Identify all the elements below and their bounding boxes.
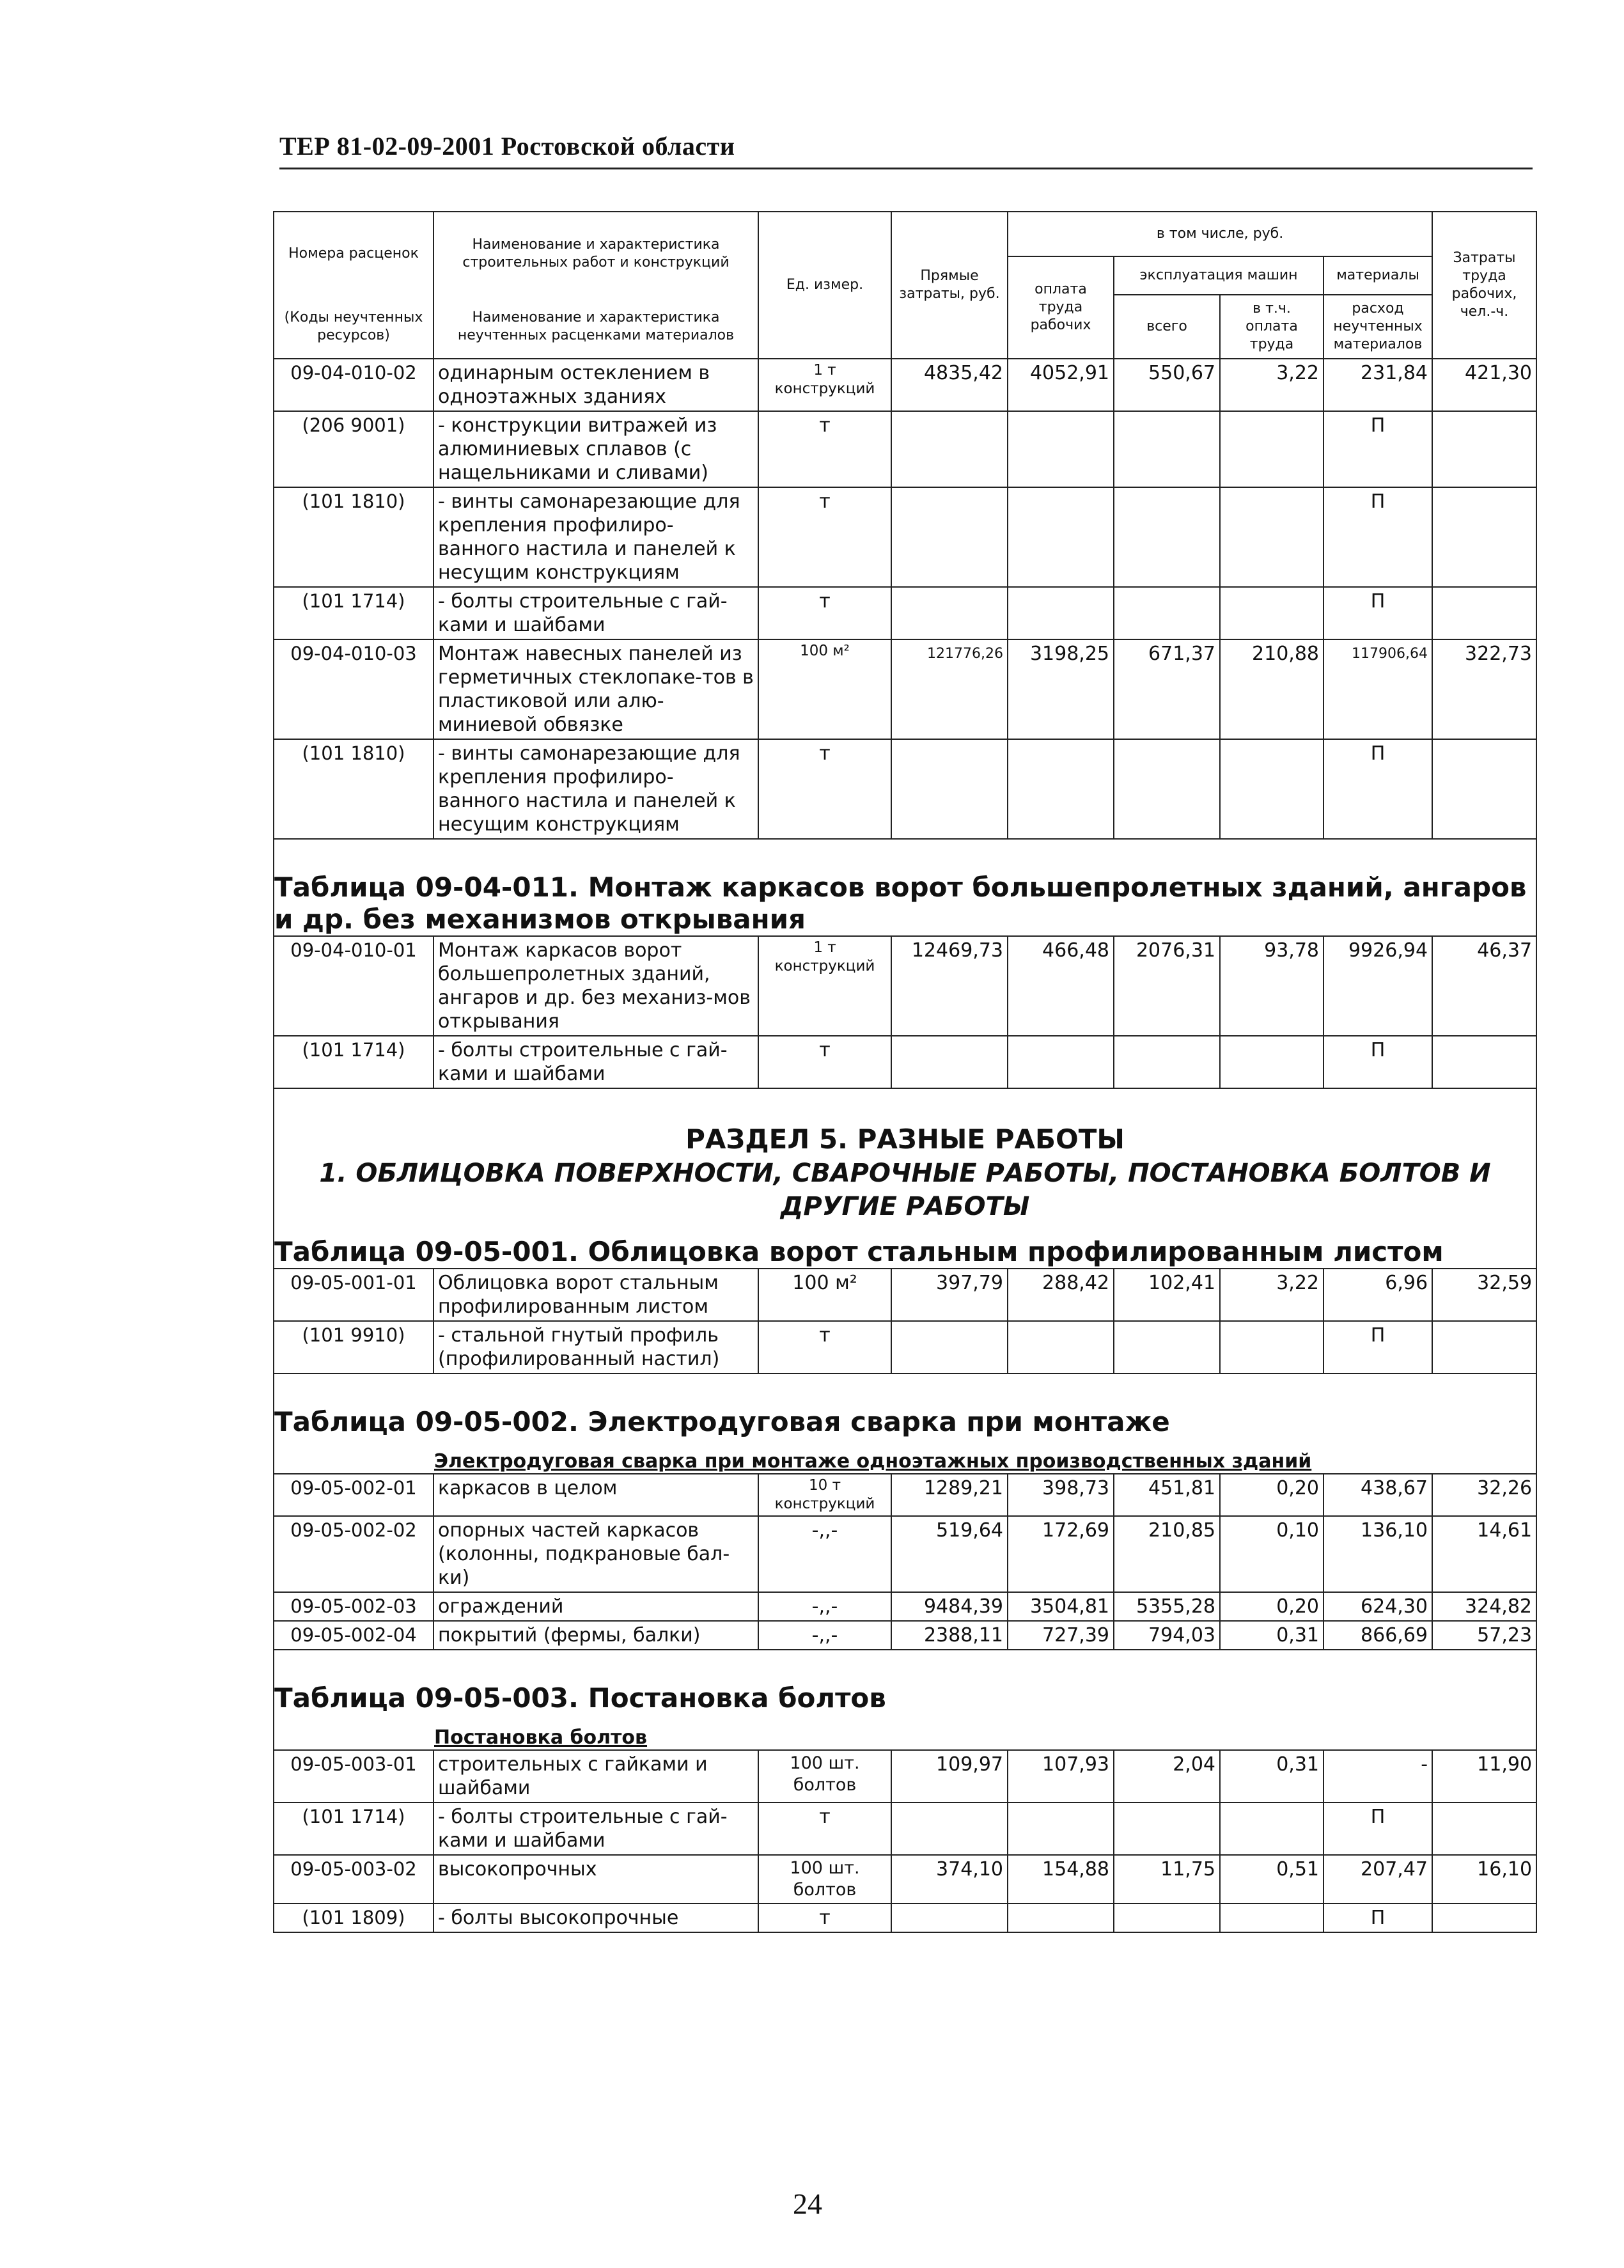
resource-name: - винты самонарезающие для крепления профилиро-ванного настила и панелей к несущим конструкциям [433,739,758,839]
rate-name: строительных с гайками и шайбами [433,1750,758,1803]
table-subtitle: Постановка болтов [434,1726,648,1749]
resource-code: (101 1810) [274,739,433,839]
resource-materials: П [1323,1321,1432,1373]
rate-labor: 4052,91 [1008,359,1114,411]
resource-code: (101 1809) [274,1904,433,1932]
table-title [274,1406,1536,1438]
table-title-text: Монтаж каркасов ворот большепролетных зданий, ангаров и др. без механизмов открывания [274,872,1527,935]
rate-code: 09-05-002-02 [274,1516,433,1592]
rate-machines-labor: 93,78 [1220,936,1323,1036]
rate-machines-labor: 0,31 [1220,1750,1323,1803]
table-title [274,1236,1536,1268]
rate-direct: 9484,39 [891,1592,1008,1621]
table-title-text: Электродуговая сварка при монтаже [588,1406,1170,1437]
col-materials-header: материалы [1323,256,1432,295]
rate-labor: 172,69 [1008,1516,1114,1592]
section-subtitle: 1. ОБЛИЦОВКА ПОВЕРХНОСТИ, СВАРОЧНЫЕ РАБОТЫ, ПОСТАНОВКА БОЛТОВ И ДРУГИЕ РАБОТЫ [319,1159,1491,1221]
rate-unit: 100 шт. болтов [758,1750,891,1803]
rate-name: Монтаж навесных панелей из герметичных стеклопаке-тов в пластиковой или алю-миниевой обвязке [433,639,758,739]
rate-materials: 207,47 [1323,1855,1432,1904]
rate-name: покрытий (фермы, балки) [433,1621,758,1650]
rate-labor: 466,48 [1008,936,1114,1036]
rate-name: одинарным остеклением в одноэтажных зданиях [433,359,758,411]
resource-unit: т [758,1904,891,1932]
rate-hours: 57,23 [1432,1621,1536,1650]
resource-name: - болты высокопрочные [433,1904,758,1932]
table-row [274,639,1536,739]
table-row [274,1855,1536,1904]
rate-direct: 12469,73 [891,936,1008,1036]
col-code-subheader: (Коды неучтенных ресурсов) [274,295,433,359]
rate-labor: 727,39 [1008,1621,1114,1650]
rate-materials: 866,69 [1323,1621,1432,1650]
col-labor-header: оплата труда рабочих [1008,256,1114,359]
rate-labor: 3198,25 [1008,639,1114,739]
rate-machines-labor: 0,20 [1220,1474,1323,1516]
rate-machines: 5355,28 [1114,1592,1220,1621]
resource-name: - болты строительные с гай-ками и шайбами [433,1803,758,1855]
rate-name: высокопрочных [433,1855,758,1904]
table-row [274,936,1536,1036]
table-row [274,1904,1536,1932]
rate-code: 09-05-003-02 [274,1855,433,1904]
table-title-label: Таблица 09-05-002. [274,1406,579,1437]
document-body [273,211,1536,1933]
rates-table [273,211,1537,1933]
resource-unit: т [758,487,891,587]
rate-hours: 46,37 [1432,936,1536,1036]
resource-unit: т [758,411,891,487]
rate-machines-labor: 3,22 [1220,1269,1323,1321]
resource-code: (101 1810) [274,487,433,587]
rate-labor: 288,42 [1008,1269,1114,1321]
table-title-text: Облицовка ворот стальным профилированным листом [588,1236,1444,1267]
resource-code: (101 9910) [274,1321,433,1373]
rate-unit: 100 м² [758,1269,891,1321]
table-title-label: Таблица 09-05-003. [274,1682,579,1714]
resource-unit: т [758,1803,891,1855]
rate-machines: 2076,31 [1114,936,1220,1036]
resource-materials: П [1323,587,1432,639]
header-rule [279,168,1533,169]
resource-unit: т [758,739,891,839]
rate-hours: 421,30 [1432,359,1536,411]
resource-materials: П [1323,1904,1432,1932]
rate-direct: 397,79 [891,1269,1008,1321]
resource-name: - винты самонарезающие для крепления профилиро-ванного настила и панелей к несущим конструкциям [433,487,758,587]
rate-hours: 14,61 [1432,1516,1536,1592]
rate-direct: 2388,11 [891,1621,1008,1650]
rate-name: ограждений [433,1592,758,1621]
table-row [274,1321,1536,1373]
resource-materials: П [1323,487,1432,587]
rate-code: 09-04-010-03 [274,639,433,739]
table-title-text: Постановка болтов [588,1682,886,1714]
rate-machines: 550,67 [1114,359,1220,411]
col-machines-labor-header: в т.ч. оплата труда [1220,295,1323,359]
table-row [274,359,1536,411]
table-row [274,1516,1536,1592]
resource-code: (101 1714) [274,1803,433,1855]
rate-unit: 100 шт. болтов [758,1855,891,1904]
rate-materials: 438,67 [1323,1474,1432,1516]
resource-name: - конструкции витражей из алюминиевых сплавов (с нащельниками и сливами) [433,411,758,487]
table-row [274,487,1536,587]
rate-unit: -,,- [758,1592,891,1621]
resource-code: (206 9001) [274,411,433,487]
resource-code: (101 1714) [274,1036,433,1088]
table-row [274,411,1536,487]
resource-unit: т [758,1036,891,1088]
col-machines-total-header: всего [1114,295,1220,359]
rate-code: 09-04-010-02 [274,359,433,411]
rate-machines-labor: 3,22 [1220,359,1323,411]
col-materials-unaccounted-header: расход неучтенных материалов [1323,295,1432,359]
rate-materials: 231,84 [1323,359,1432,411]
table-row [274,587,1536,639]
rate-code: 09-04-010-01 [274,936,433,1036]
rate-code: 09-05-002-01 [274,1474,433,1516]
col-machines-header: эксплуатация машин [1114,256,1323,295]
rate-direct: 109,97 [891,1750,1008,1803]
rate-direct: 1289,21 [891,1474,1008,1516]
rate-code: 09-05-001-01 [274,1269,433,1321]
rate-unit: 1 т конструкций [758,936,891,1036]
resource-materials: П [1323,739,1432,839]
rate-code: 09-05-002-04 [274,1621,433,1650]
rate-unit: 1 т конструкций [758,359,891,411]
resource-materials: П [1323,411,1432,487]
rate-labor: 398,73 [1008,1474,1114,1516]
rate-unit: -,,- [758,1516,891,1592]
resource-name: - болты строительные с гай-ками и шайбами [433,1036,758,1088]
rate-materials: 9926,94 [1323,936,1432,1036]
rate-materials: 136,10 [1323,1516,1432,1592]
rate-machines-labor: 0,20 [1220,1592,1323,1621]
rate-machines: 210,85 [1114,1516,1220,1592]
section-title: РАЗДЕЛ 5. РАЗНЫЕ РАБОТЫ [685,1123,1125,1155]
rate-direct: 374,10 [891,1855,1008,1904]
table-row [274,1269,1536,1321]
rate-name: Облицовка ворот стальным профилированным листом [433,1269,758,1321]
table-row [274,739,1536,839]
resource-unit: т [758,587,891,639]
resource-materials: П [1323,1803,1432,1855]
resource-unit: т [758,1321,891,1373]
rate-labor: 154,88 [1008,1855,1114,1904]
rate-direct: 121776,26 [891,639,1008,739]
col-unit-header: Ед. измер. [758,212,891,359]
rate-unit: 10 т конструкций [758,1474,891,1516]
table-title [274,1682,1536,1714]
rate-machines-labor: 210,88 [1220,639,1323,739]
table-row [274,1592,1536,1621]
rate-machines: 11,75 [1114,1855,1220,1904]
rate-code: 09-05-003-01 [274,1750,433,1803]
rate-labor: 107,93 [1008,1750,1114,1803]
table-row [274,1474,1536,1516]
rate-machines: 102,41 [1114,1269,1220,1321]
rate-name: каркасов в целом [433,1474,758,1516]
rate-hours: 11,90 [1432,1750,1536,1803]
rate-name: Монтаж каркасов ворот большепролетных зданий, ангаров и др. без механиз-мов открывания [433,936,758,1036]
rate-machines: 2,04 [1114,1750,1220,1803]
table-row [274,1750,1536,1803]
table-row [274,1803,1536,1855]
resource-name: - стальной гнутый профиль (профилированный настил) [433,1321,758,1373]
table-row [274,1036,1536,1088]
resource-code: (101 1714) [274,587,433,639]
resource-materials: П [1323,1036,1432,1088]
resource-name: - болты строительные с гай-ками и шайбами [433,587,758,639]
rate-hours: 16,10 [1432,1855,1536,1904]
col-name-subheader: Наименование и характеристика неучтенных расценками материалов [433,295,758,359]
rate-hours: 32,59 [1432,1269,1536,1321]
rate-materials: 6,96 [1323,1269,1432,1321]
rate-materials: 624,30 [1323,1592,1432,1621]
rate-direct: 4835,42 [891,359,1008,411]
col-hours-header: Затраты труда рабочих, чел.-ч. [1432,212,1536,359]
col-direct-header: Прямые затраты, руб. [891,212,1008,359]
table-title-label: Таблица 09-05-001. [274,1236,579,1267]
rate-machines-labor: 0,51 [1220,1855,1323,1904]
rate-code: 09-05-002-03 [274,1592,433,1621]
rate-name: опорных частей каркасов (колонны, подкрановые бал-ки) [433,1516,758,1592]
col-including-header: в том числе, руб. [1008,212,1432,256]
rate-materials: - [1323,1750,1432,1803]
table-title-label: Таблица 09-04-011. [274,872,579,903]
rate-materials: 117906,64 [1323,639,1432,739]
rate-machines: 451,81 [1114,1474,1220,1516]
rate-hours: 324,82 [1432,1592,1536,1621]
rate-direct: 519,64 [891,1516,1008,1592]
rate-machines-labor: 0,31 [1220,1621,1323,1650]
rate-unit: 100 м² [758,639,891,739]
table-title [274,872,1536,935]
rate-hours: 322,73 [1432,639,1536,739]
col-name-header: Наименование и характеристика строительных работ и конструкций [433,212,758,295]
page-header: ТЕР 81-02-09-2001 Ростовской области [279,132,735,160]
rate-hours: 32,26 [1432,1474,1536,1516]
table-subtitle: Электродуговая сварка при монтаже одноэтажных производственных зданий [434,1450,1312,1473]
page-number: 24 [793,2187,822,2220]
rate-unit: -,,- [758,1621,891,1650]
rate-labor: 3504,81 [1008,1592,1114,1621]
rate-machines: 794,03 [1114,1621,1220,1650]
rate-machines-labor: 0,10 [1220,1516,1323,1592]
col-code-header: Номера расценок [274,212,433,295]
table-row [274,1621,1536,1650]
rate-machines: 671,37 [1114,639,1220,739]
